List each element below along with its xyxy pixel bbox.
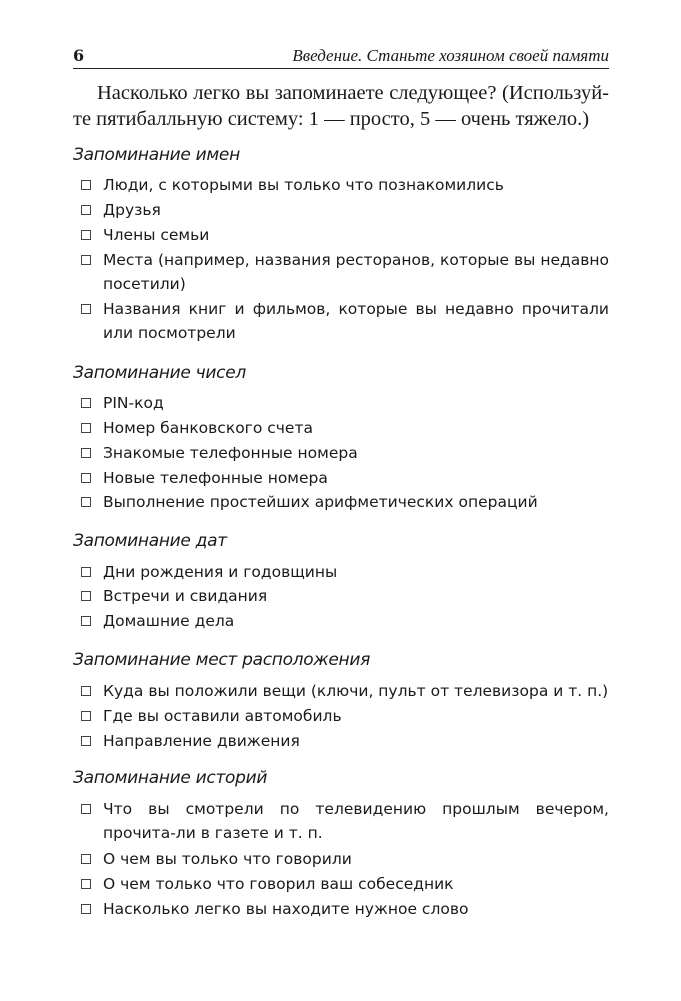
list-item [103,223,609,247]
list-item [103,584,609,608]
list-item [103,416,609,440]
item-text: Люди, с которыми вы только что познакомились [103,176,504,194]
list-item [103,490,609,514]
page-number: 6 [73,46,85,65]
item-text: Дни рождения и годовщины [103,563,338,581]
checkbox[interactable] [81,567,91,577]
checkbox[interactable] [81,230,91,240]
item-text: Новые телефонные номера [103,469,328,487]
checkbox[interactable] [81,255,91,265]
list-item [103,391,609,415]
item-text: Домашние дела [103,612,235,630]
checkbox[interactable] [81,398,91,408]
item-text: Названия книг и фильмов, которые вы недавно прочитали или посмотрели [103,300,609,342]
section-title-names: Запоминание имен [73,145,240,165]
list-item [103,847,609,871]
checkbox[interactable] [81,473,91,483]
item-text: Встречи и свидания [103,587,268,605]
item-text: Выполнение простейших арифметических операций [103,493,538,511]
list-item [103,609,609,633]
item-text: Члены семьи [103,226,210,244]
list-item [103,248,609,296]
checkbox[interactable] [81,448,91,458]
list-item [103,679,609,703]
list-item [103,797,609,845]
checkbox[interactable] [81,423,91,433]
list-item [103,198,609,222]
item-text: Номер банковского счета [103,419,313,437]
item-text: Что вы смотрели по телевидению прошлым вечером, прочита-ли в газете и т. п. [103,800,609,842]
list-item [103,560,609,584]
item-text: О чем вы только что говорили [103,850,352,868]
list-item [103,173,609,197]
section-title-numbers: Запоминание чисел [73,363,246,383]
item-text: Направление движения [103,732,300,750]
list-item [103,297,609,345]
item-text: Места (например, названия ресторанов, которые вы недавно посетили) [103,251,609,293]
checkbox[interactable] [81,205,91,215]
section-title-locations: Запоминание мест расположения [73,650,371,670]
intro-paragraph: Насколько легко вы запоминаете следующее? (Используй-те пятибалльную систему: 1 — просто, 5 — очень тяжело.) [73,82,609,130]
item-text: О чем только что говорил ваш собеседник [103,875,454,893]
checkbox[interactable] [81,736,91,746]
item-text: Знакомые телефонные номера [103,444,358,462]
item-text: Друзья [103,201,161,219]
item-text: Куда вы положили вещи (ключи, пульт от телевизора и т. п.) [103,682,609,700]
checkbox[interactable] [81,616,91,626]
list-item [103,729,609,753]
item-text: Насколько легко вы находите нужное слово [103,900,469,918]
checkbox[interactable] [81,180,91,190]
list-item [103,872,609,896]
item-text: PIN-код [103,394,164,412]
list-item [103,704,609,728]
checkbox[interactable] [81,854,91,864]
section-title-stories: Запоминание историй [73,768,268,788]
checkbox[interactable] [81,304,91,314]
list-item [103,441,609,465]
checkbox[interactable] [81,904,91,914]
checkbox[interactable] [81,804,91,814]
checkbox[interactable] [81,711,91,721]
running-title: Введение. Станьте хозяином своей памяти [292,46,609,65]
checkbox[interactable] [81,497,91,507]
list-item [103,466,609,490]
item-text: Где вы оставили автомобиль [103,707,342,725]
checkbox[interactable] [81,879,91,889]
page-header [73,44,609,69]
list-item [103,897,609,921]
checkbox[interactable] [81,686,91,696]
checkbox[interactable] [81,591,91,601]
section-title-dates: Запоминание дат [73,531,227,551]
